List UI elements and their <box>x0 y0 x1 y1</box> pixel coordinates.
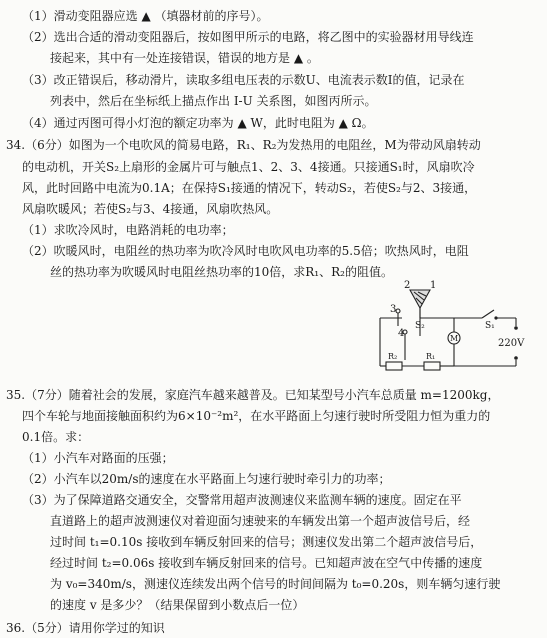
line-q35-7: 直道路上的超声波测速仪对着迎面匀速驶来的车辆发出第一个超声波信号后，经 <box>50 514 471 528</box>
line-q34-2: 的电动机，开关S₂上扇形的金属片可与触点1、2、3、4接通。只接通S₁时，风扇吹冷 <box>22 160 475 174</box>
line-q34-1: 34.（6分）如图为一个电吹风的简易电路，R₁、R₂为发热用的电阻丝，M为带动风扇转动 <box>6 138 481 152</box>
line-q35-5: （2）小汽车以20m/s的速度在水平路面上匀速行驶时牵引力的功率； <box>22 472 391 486</box>
line-q35-4: （1）小汽车对路面的压强； <box>22 451 174 465</box>
line-q33-4: （3）改正错误后，移动滑片，读取多组电压表的示数U、电流表示数I的值，记录在 <box>22 73 465 87</box>
circuit-label-r2: R₂ <box>388 352 398 361</box>
line-q35-10: 为 v₀=340m/s，测速仪连续发出两个信号的时间间隔为 t₀=0.20s，则车辆匀速行驶 <box>50 577 501 591</box>
motor-label: M <box>450 334 459 343</box>
hair-dryer-circuit-diagram <box>372 278 532 380</box>
line-q34-6: （2）吹暖风时，电阻丝的热功率为吹冷风时电吹风电功率的5.5倍；吹热风时，电阻 <box>22 244 469 258</box>
line-q33-1: （1）滑动变阻器应选 ▲ （填器材前的序号）。 <box>22 9 269 23</box>
line-q34-3: 风，此时回路中电流为0.1A；在保持S₁接通的情况下，转动S₂，若使S₂与2、3接通， <box>22 181 477 195</box>
line-q35-3: 0.1倍。求： <box>22 430 90 444</box>
line-q33-2: （2）选出合适的滑动变阻器后，按如图甲所示的电路，将乙图中的实验器材用导线连 <box>22 30 474 44</box>
line-q36-1: 36.（5分）请用你学过的知识 <box>6 621 165 635</box>
line-q35-2: 四个车轮与地面接触面积约为6×10⁻²m²，在水平路面上匀速行驶时所受阻力恒为重力的 <box>22 409 491 423</box>
line-q33-3: 接起来，其中有一处连接错误，错误的地方是 ▲ 。 <box>50 51 319 65</box>
line-q35-1: 35.（7分）随着社会的发展，家庭汽车越来越普及。已知某型号小汽车总质量 m=1200kg， <box>6 388 500 402</box>
circuit-label-contact-4: 4 <box>398 328 405 339</box>
line-q34-4: 风扇吹暖风；若使S₂与3、4接通，风扇吹热风。 <box>22 202 279 216</box>
line-q35-8: 过时间 t₁=0.10s 接收到车辆反射回来的信号；测速仪发出第二个超声波信号后， <box>50 535 483 549</box>
line-q35-9: 经过时间 t₂=0.06s 接收到车辆反射回来的信号。已知超声波在空气中传播的速度 <box>50 556 483 570</box>
circuit-label-r1: R₁ <box>426 352 436 361</box>
circuit-label-contact-3: 3 <box>390 304 397 315</box>
line-q34-5: （1）求吹冷风时，电路消耗的电功率； <box>22 223 234 237</box>
circuit-label-s1: S₁ <box>485 321 495 331</box>
line-q33-6: （4）通过丙图可得小灯泡的额定功率为 ▲ W，此时电阻为 ▲ Ω。 <box>22 116 374 130</box>
circuit-label-contact-1: 1 <box>430 280 437 291</box>
line-q33-5: 列表中，然后在坐标纸上描点作出 I-U 关系图，如图丙所示。 <box>50 94 377 108</box>
circuit-label-voltage: 220V <box>498 338 525 349</box>
line-q35-6: （3）为了保障道路交通安全，交警常用超声波测速仪来监测车辆的速度。固定在平 <box>22 493 462 507</box>
line-q35-11: 的速度 v 是多少？（结果保留到小数点后一位） <box>50 598 305 612</box>
circuit-label-contact-2: 2 <box>404 280 411 291</box>
circuit-label-s2: S₂ <box>415 321 425 331</box>
line-q34-7: 丝的热功率为吹暖风时电阻丝热功率的10倍，求R₁、R₂的阻值。 <box>50 265 393 279</box>
